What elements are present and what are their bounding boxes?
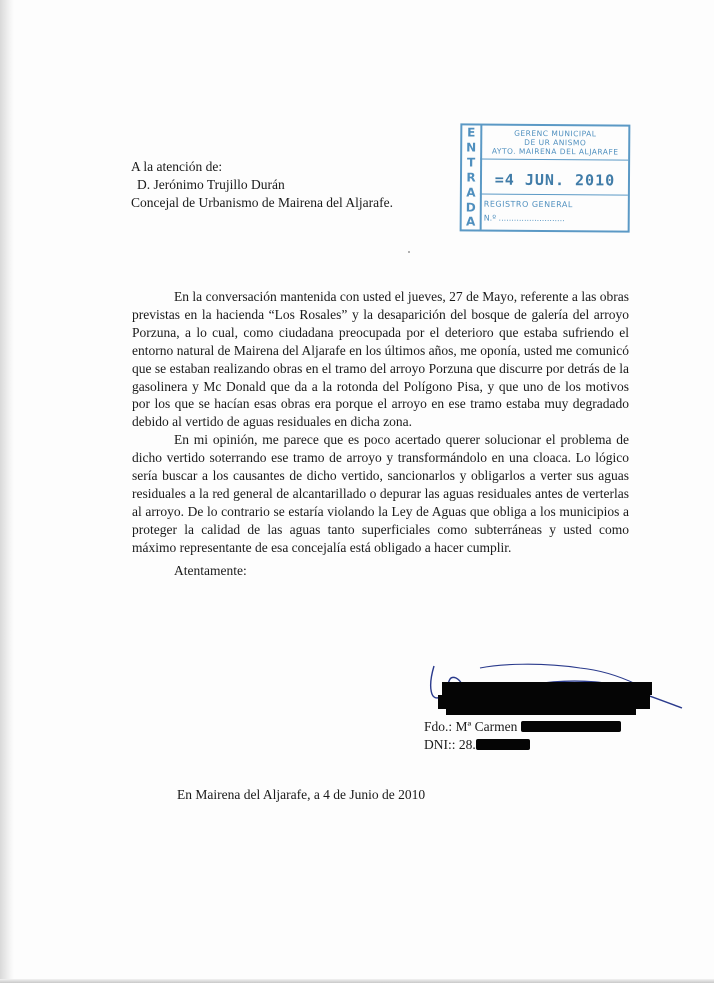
stamp-side-entrada (462, 125, 483, 229)
signatory-name: Fdo.: Mª Carmen (424, 719, 518, 734)
stamp-organization (482, 129, 628, 157)
stamp-letter: R (466, 170, 476, 185)
addressee-role: Concejal de Urbanismo de Mairena del Aljarafe. (131, 195, 394, 210)
signatory-dni: DNI:: 28. (424, 737, 476, 752)
stamp-number: N.º .......................... (483, 213, 565, 224)
stamp-letter: A (466, 185, 476, 200)
entry-registry-stamp (460, 123, 631, 232)
stamp-org-line1: GERENC MUNICIPAL (514, 128, 597, 139)
addressee-name: D. Jerónimo Trujillo Durán (137, 177, 285, 192)
signatory-dni-line (424, 736, 621, 754)
stamp-org-line3: AYTO. MAIRENA DEL ALJARAFE (491, 146, 619, 157)
handwritten-signature (420, 656, 690, 726)
stamp-letter: T (466, 155, 476, 170)
stamp-divider (480, 194, 628, 196)
redaction-bar (442, 682, 652, 695)
closing-salutation: Atentamente: (174, 563, 247, 578)
addressee-attention: A la atención de: (131, 159, 223, 174)
redaction-bar (521, 721, 621, 732)
stamp-org-line2: DE UR ANISMO (524, 137, 587, 148)
addressee-block (131, 158, 393, 212)
letter-body (132, 288, 629, 557)
place-and-date: En Mairena del Aljarafe, a 4 de Junio de 2010 (177, 787, 426, 802)
stamp-letter: N (466, 140, 477, 155)
stamp-letter: A (465, 214, 476, 229)
stamp-divider (480, 159, 628, 161)
body-paragraph-2: En mi opinión, me parece que es poco acertado querer solucionar el problema de dicho vertido soterrando ese tramo de arroyo y transformándolo en una cloaca. Lo lógico sería buscar a los causantes de dicho vertido, sancionarlos y obligarlos a verter sus aguas residuales a la red general de alcantarillado o depurar las aguas residuales antes de verterlas al arroyo. De lo contrario se estaría violando la Ley de Aguas que obliga a los municipios a proteger la calidad de las aguas tanto superficiales como subterráneas y usted como máximo representante de esa concejalía está obligado a hacer cumplir. (132, 432, 629, 555)
stamp-letter: E (467, 125, 476, 140)
scan-shadow-left (0, 0, 14, 983)
signatory-name-line (424, 718, 621, 736)
redaction-bar (446, 709, 636, 715)
signatory-block (424, 718, 621, 754)
stamp-date: =4 JUN. 2010 (494, 170, 616, 190)
redaction-bar (476, 739, 530, 750)
body-paragraph-1: En la conversación mantenida con usted el jueves, 27 de Mayo, referente a las obras previstas en la hacienda “Los Rosales” y la desaparición del bosque de galería del arroyo Porzuna, a lo cual, como ciudadana preocupada por el deterioro que estaba sufriendo el entorno natural de Mairena del Aljarafe en los últimos años, me oponía, usted me comunicó que se estaban realizando obras en el tramo del arroyo Porzuna que discurre por detrás de la gasolinera y Mc Donald que da a la rotonda del Polígono Pisa, y que uno de los motivos por los que se hacían esas obras era porque el arroyo en ese tramo estaba muy degradado debido al vertido de aguas residuales en dicha zona. (132, 289, 629, 430)
scan-speck (408, 251, 410, 253)
scan-shadow-bottom (0, 979, 714, 983)
stamp-letter: D (465, 200, 476, 215)
stamp-registry: REGISTRO GENERAL (483, 199, 573, 210)
redaction-bar (438, 695, 650, 709)
